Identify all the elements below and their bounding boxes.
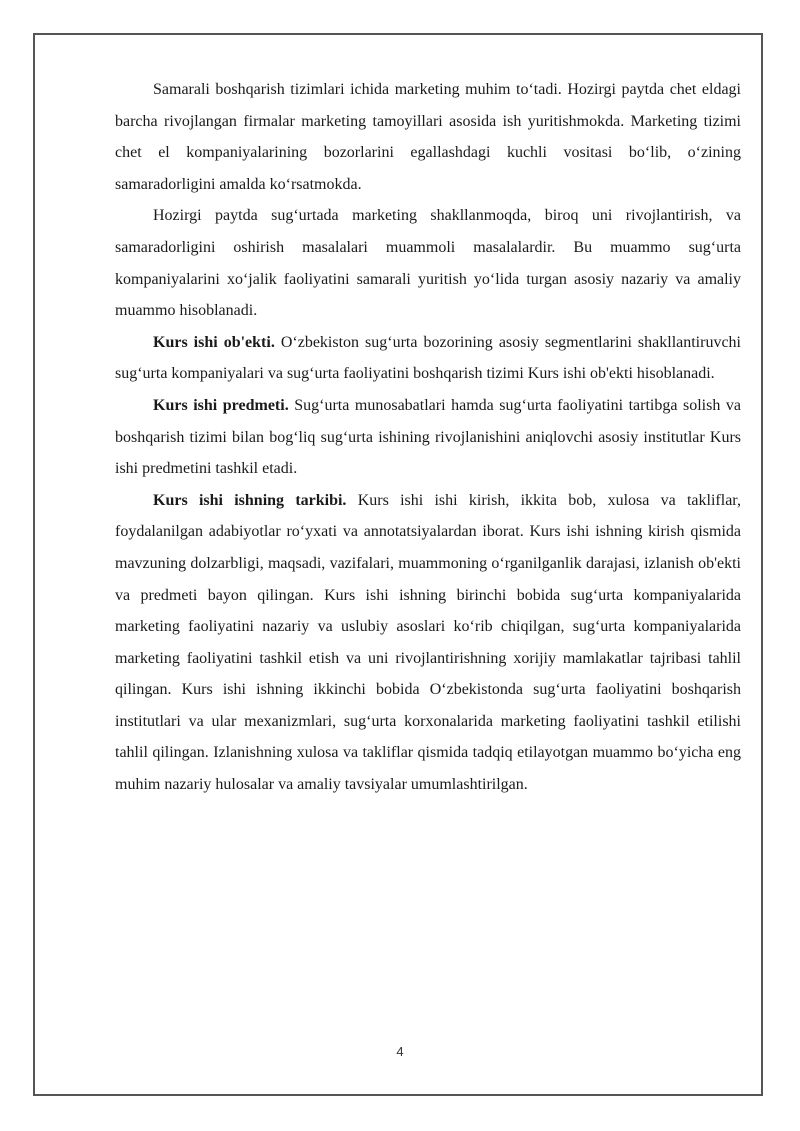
- paragraph-heading: Kurs ishi ob'ekti.: [153, 333, 275, 351]
- paragraph-text: Hozirgi paytda sug‘urtada marketing shakllanmoqda, biroq uni rivojlantirish, va samaradorligini oshirish masalalari muammoli masalalardir. Bu muammo sug‘urta kompaniyalarini xo‘jalik faoliyatini samarali yuritish yo‘lida turgan asosiy nazariy va amaliy muammo hisoblanadi.: [115, 207, 741, 320]
- document-body: [115, 74, 741, 801]
- paragraph-text: Kurs ishi ishi kirish, ikkita bob, xulosa va takliflar, foydalanilgan adabiyotlar ro‘yxati va annotatsiyalardan iborat. Kurs ishi ishning kirish qismida mavzuning dolzarbligi, maqsadi, vazifalari, muammoning o‘rganilganlik darajasi, izlanish ob'ekti va predmeti bayon qilingan. Kurs ishi ishning birinchi bobida sug‘urta kompaniyalarida marketing faoliyatini nazariy va uslubiy asoslari ko‘rib chiqilgan, sug‘urta kompaniyalarida marketing faoliyatini tashkil etish va uni rivojlantirishning xorijiy mamlakatlar tajribasi tahlil qilingan. Kurs ishi ishning ikkinchi bobida O‘zbekistonda sug‘urta faoliyatini boshqarish institutlari va ular mexanizmlari, sug‘urta korxonalarida marketing faoliyatini tashkil etilishi tahlil qilingan. Izlanishning xulosa va takliflar qismida tadqiq etilayotgan muammo bo‘yicha eng muhim nazariy hulosalar va amaliy tavsiyalar umumlashtirilgan.: [115, 491, 741, 794]
- paragraph-heading: Kurs ishi predmeti.: [153, 396, 289, 414]
- paragraph-object: [115, 327, 741, 390]
- paragraph-structure: [115, 485, 741, 801]
- paragraph-text: O‘zbekiston sug‘urta bozorining asosiy segmentlarini shakllantiruvchi sug‘urta kompaniyalari va sug‘urta faoliyatini boshqarish tizimi Kurs ishi ob'ekti hisoblanadi.: [115, 333, 741, 383]
- paragraph-problem: [115, 200, 741, 326]
- page-number: 4: [396, 1044, 404, 1059]
- paragraph-text: Samarali boshqarish tizimlari ichida marketing muhim to‘tadi. Hozirgi paytda chet eldagi barcha rivojlangan firmalar marketing tamoyillari asosida ish yuritishmokda. Marketing tizimi chet el kompaniyalarining bozorlarini egallashdagi kuchli vositasi bo‘lib, o‘zining samaradorligini amalda ko‘rsatmokda.: [115, 81, 741, 193]
- paragraph-subject: [115, 390, 741, 485]
- paragraph-heading: Kurs ishi ishning tarkibi.: [153, 491, 347, 509]
- paragraph-text: Sug‘urta munosabatlari hamda sug‘urta faoliyatini tartibga solish va boshqarish tizimi bilan bog‘liq sug‘urta ishining rivojlanishini aniqlovchi asosiy institutlar Kurs ishi predmetini tashkil etadi.: [115, 396, 741, 478]
- paragraph-intro: [115, 74, 741, 200]
